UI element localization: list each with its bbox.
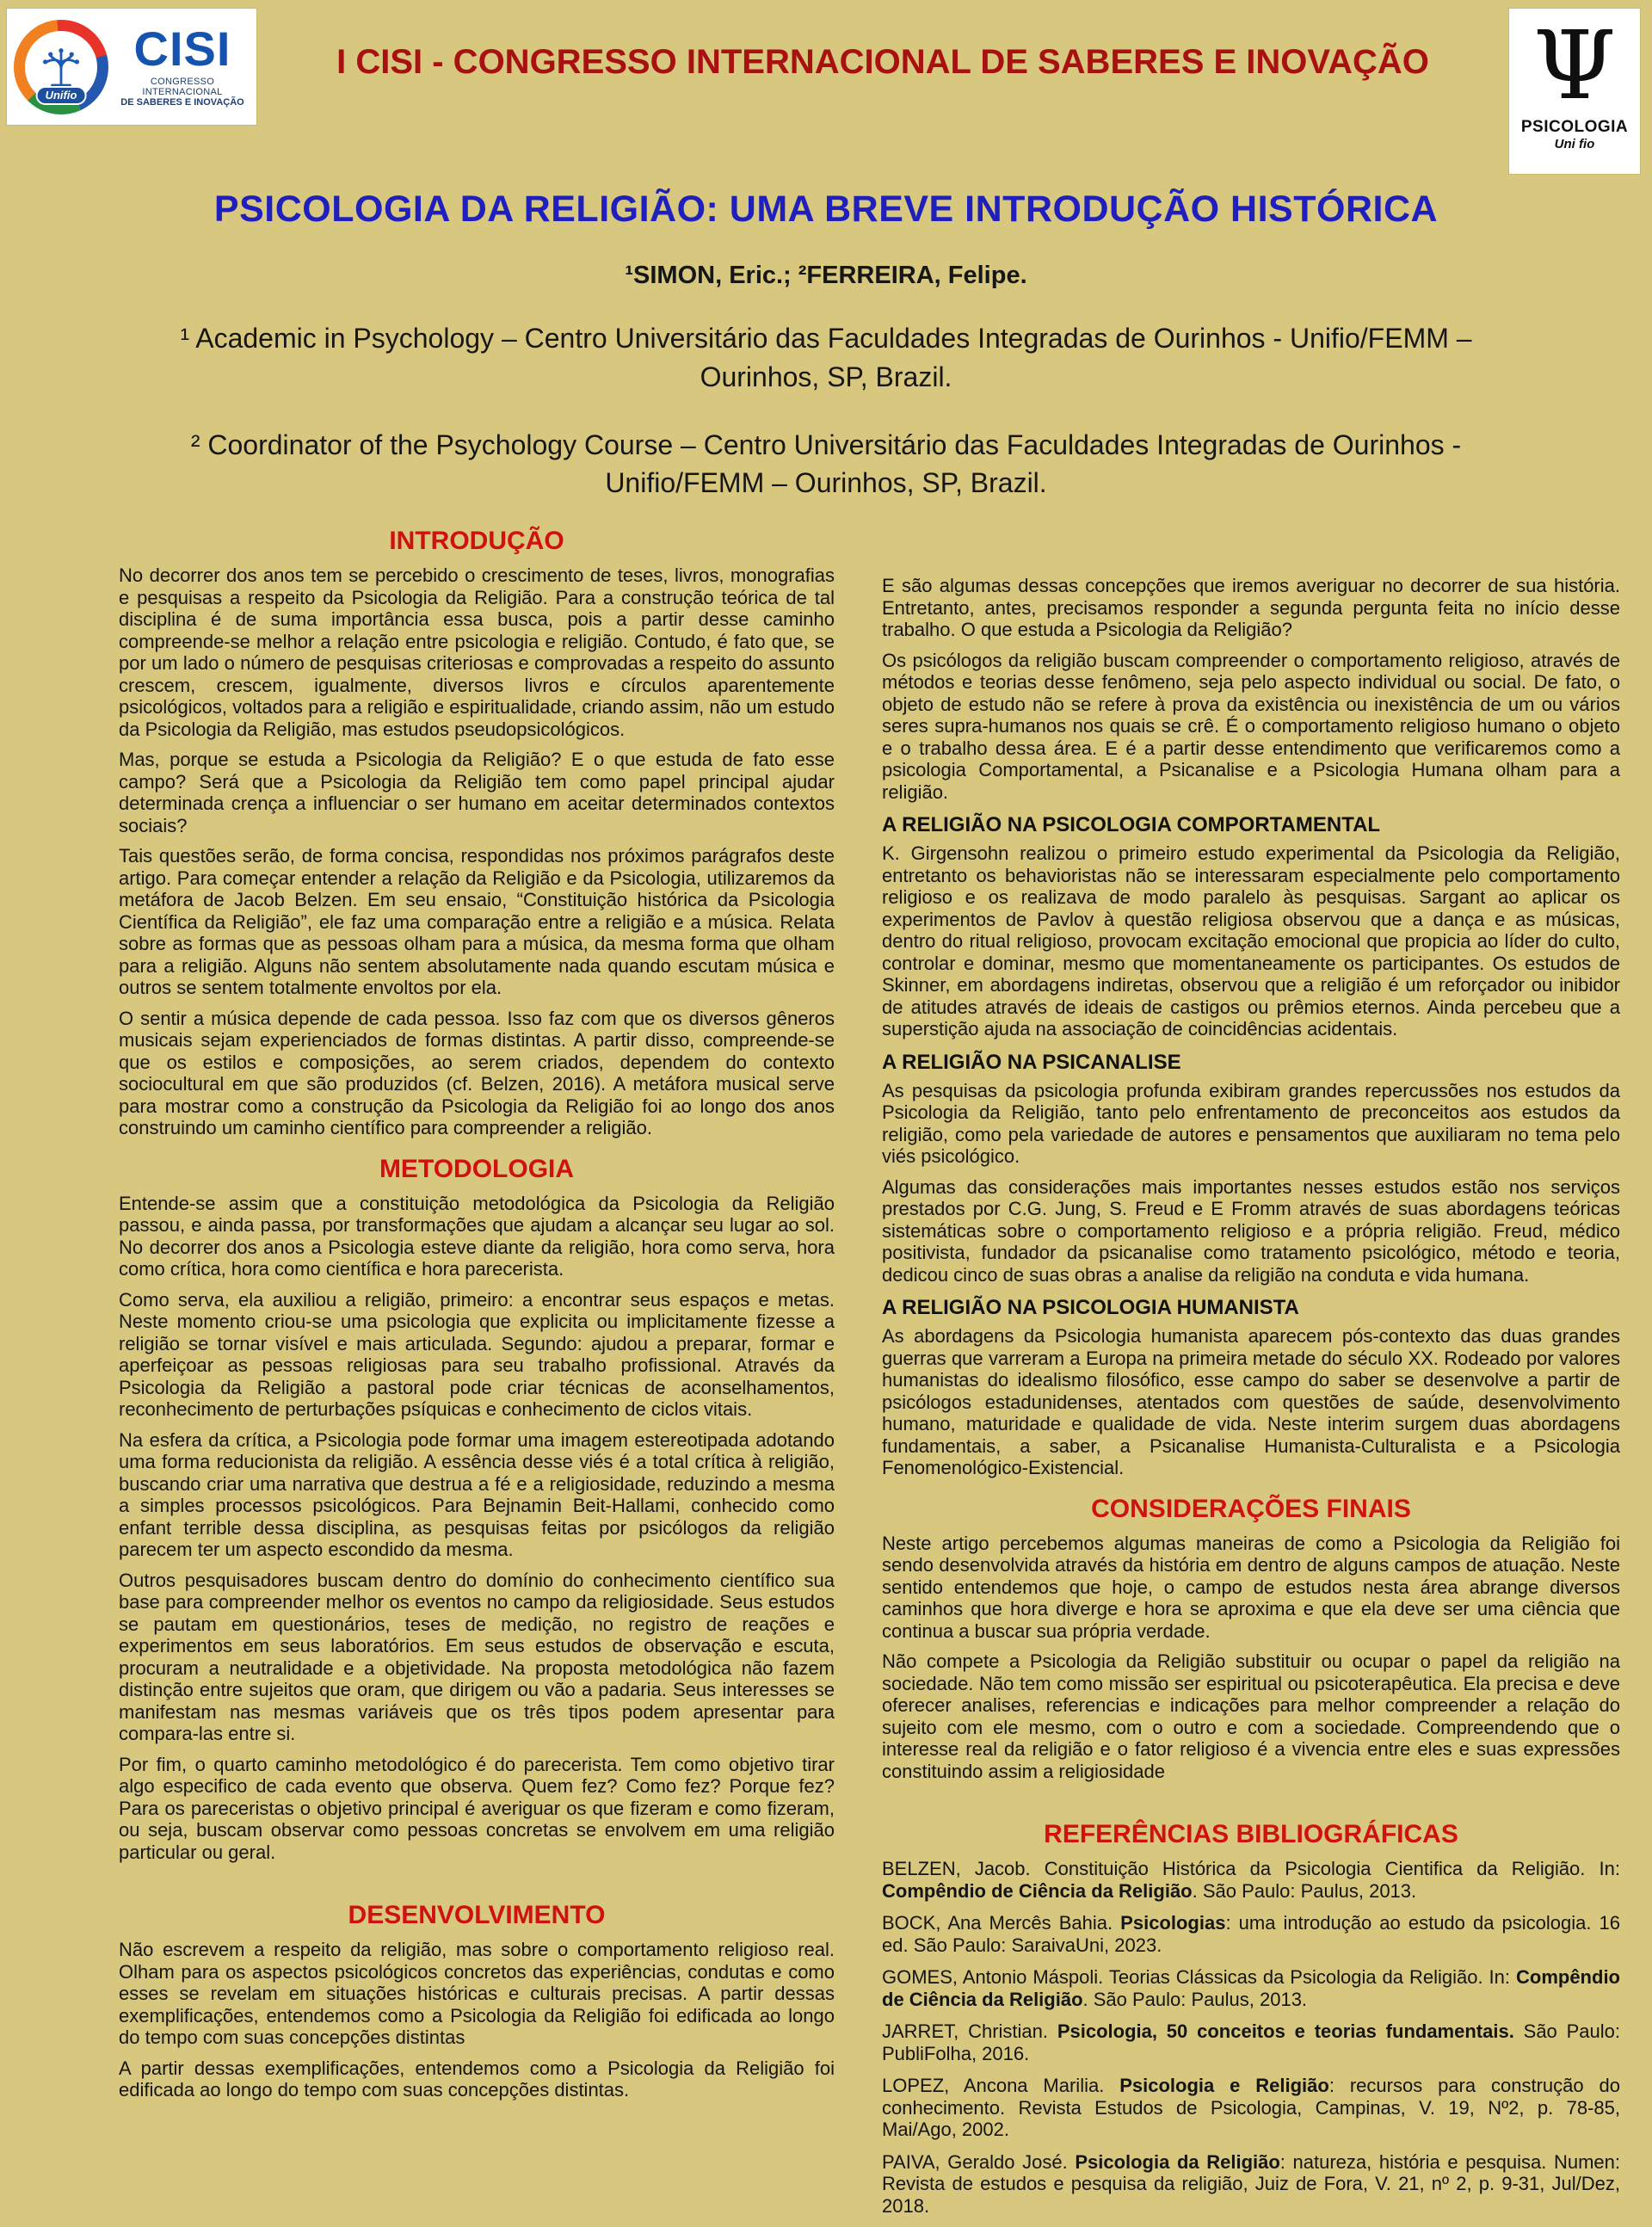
tree-icon [37,43,85,91]
cisi-subtitle-2: DE SABERES E INOVAÇÃO [120,96,244,108]
cisi-acronym: CISI [133,22,231,77]
affiliation-1: ¹ Academic in Psychology – Centro Universitário das Faculdades Integradas de Ourinhos - Unifio/FEMM – Ourinhos, SP, Brazil. [180,323,1472,392]
paragraph: Na esfera da crítica, a Psicologia pode formar uma imagem estereotipada adotando uma forma reducionista da religião. A essência desse viés é a total crítica à religião, buscando criar uma narrativa que destrua a fé e a religiosidade, reduzindo a mesma a simples processos psicológicos. Para Bejnamin Beit-Hallami, conhecido como enfant terrible dessa disciplina, as pesquisas feitas por psicólogos da religião parecem ter um aspecto escondido da mesma. [119,1428,835,1561]
psicologia-label: PSICOLOGIA [1520,118,1629,136]
paragraph: Tais questões serão, de forma concisa, respondidas nos próximos parágrafos deste artigo. Para começar entender a relação da Religião e da Psicologia, utilizaremos da metáfora de Jacob Belzen. Em seu ensaio, “Constituição histórica da Psicologia Científica da Religião”, ele faz uma comparação entre a religião e a música. Relata sobre as formas que as pessoas olham para a música, da mesma forma que olham para a religião. Alguns não sentem absolutamente nada quando escutam música e outros se sentem totalmente envoltos por ela. [119,845,835,999]
paragraph: O sentir a música depende de cada pessoa. Isso faz com que os diversos gêneros musicais sejam experienciados de formas distintas. A partir disso, compreende-se que os estilos e composições, ao serem criados, dependem do contexto sociocultural em que são produzidos (cf. Belzen, 2016). A metáfora musical serve para mostrar como a construção da Psicologia da Religião foi ao longo dos anos construindo um caminho científico para compreender a religião. [119,1007,835,1139]
heading-introducao: INTRODUÇÃO [389,527,564,556]
paragraph: K. Girgensohn realizou o primeiro estudo experimental da Psicologia da Religião, entretanto os behavioristas não se interessaram especialmente pelo comportamento religioso e os realizava de modo paralelo às pesquisas. Sargant ao aplicar os experimentos de Pavlov à questão religiosa observou que a dança e as músicas, dentro do ritual religioso, provocam excitação emocional que propicia ao líder do culto, controlar e dominar, mesmo que momentaneamente os participantes. Os estudos de Skinner, em abordagens indiretas, observou que a religião é um reforçador ou inibidor de atitudes através de ideais de castigos ou prêmios eternos. Ainda percebeu que a superstição ajuda na associação de coincidências acidentais. [882,842,1620,1040]
left-column [119,527,835,2227]
psi-icon: Ψ [1532,10,1617,120]
references-list [882,1858,1620,2217]
poster-header [0,0,1652,176]
paragraph: Não escrevem a respeito da religião, mas sobre o comportamento religioso real. Olham para os aspectos psicológicos concretos das experiências, condutas e como esses se revelam em situações históricas e culturais precisas. A partir dessas exemplificações, entendemos como a Psicologia da Religião foi edificada ao longo do tempo com suas concepções distintas [119,1939,835,2049]
cisi-subtitle-1: CONGRESSO INTERNACIONAL [142,76,223,97]
reference-bold-segment: Compêndio de Ciência da Religião [882,1879,1193,1902]
page-title: PSICOLOGIA DA RELIGIÃO: UMA BREVE INTRODUÇÃO HISTÓRICA [213,188,1439,230]
heading-religiao-psicanalise: A RELIGIÃO NA PSICANALISE [882,1050,1181,1074]
reference-bold-segment: Psicologia, 50 conceitos e teorias fundamentais. [1057,2020,1514,2043]
poster-body [0,527,1652,2227]
reference-item [882,2020,1620,2064]
reference-segment: JARRET, Christian. [882,2020,1057,2043]
heading-referencias: REFERÊNCIAS BIBLIOGRÁFICAS [1044,1820,1458,1849]
paragraph: Os psicólogos da religião buscam compreender o comportamento religioso, através de métodos e teorias desse fenômeno, seja pelo aspecto individual ou social. De fato, o objeto de estudo não se refere à prova da existência ou inexistência de um ou vários seres supra-humanos nos quais se crê. É o comportamento religioso humano o objeto e o trabalho dessa área. E é a partir desse entendimento que verificaremos como a psicologia Comportamental, a Psicanalise e a Psicologia Humana olham para a religião. [882,649,1620,803]
reference-segment: : recursos para construção do conhecimento. Revista Estudos de Psicologia, Campinas, V. 19, Nº2, p. 78-85, Mai/Ago, 2002. [882,2075,1620,2141]
heading-desenvolvimento: DESENVOLVIMENTO [348,1901,606,1930]
paragraph: Como serva, ela auxiliou a religião, primeiro: a encontrar seus espaços e metas. Neste momento criou-se uma psicologia que explicita ou implicitamente fizesse a religião se tornar visível e mais articulada. Segundo: ajudou a preparar, formar e aperfeiçoar as pessoas religiosas para seu trabalho profissional. Através da Psicologia da Religião a pastoral pode criar técnicas de aconselhamentos, reconhecimento de perturbações psíquicas e conhecimento de ciclos vitais. [119,1288,835,1421]
unifio-label: Uni fio [1554,137,1595,151]
cisi-logo [7,9,256,125]
paragraph: Não compete a Psicologia da Religião substituir ou ocupar o papel da religião na sociedade. Não tem como missão ser espiritual ou psicoterapêutica. Ela precisa e deve oferecer analises, referencias e indicações para melhor compreender a relação do sujeito com ele mesmo, com o outro e com a sociedade. Compreendendo que o interesse real da religião e o fator religioso é a vivencia entre eles e suas expressões constituindo assim a religiosidade [882,1650,1620,1782]
reference-segment: GOMES, Antonio Máspoli. Teorias Clássicas da Psicologia da Religião. In: [882,1966,1516,1989]
reference-item [882,1858,1620,1902]
right-column [882,527,1620,2227]
reference-segment: . São Paulo: Paulus, 2013. [1082,1988,1308,2010]
reference-item [882,1912,1620,1956]
paragraph: A partir dessas exemplificações, entendemos como a Psicologia da Religião foi edificada ao longo do tempo com suas concepções distintas. [119,2057,835,2101]
paragraph: Entende-se assim que a constituição metodológica da Psicologia da Religião passou, e ainda passa, por transformações que ajudam a alcançar seu lugar ao sol. No decorrer dos anos a Psicologia esteve diante da religião, hora como serva, hora como crítica, hora como científica e hora parecerista. [119,1192,835,1280]
section-introducao [119,527,835,1139]
reference-bold-segment: Compêndio de Ciência da Religião [882,1966,1620,2010]
reference-segment: PAIVA, Geraldo José. [882,2150,1076,2173]
section-desenvolvimento [119,1901,835,2101]
reference-item [882,2075,1620,2141]
psicologia-logo [1509,9,1640,174]
reference-segment: : natureza, história e pesquisa. Numen: Revista de estudos e pesquisa da religião, Juiz de Fora, V. 21, nº 2, p. 9-31, Jul/Dez, 2018. [882,2150,1621,2217]
section-metodologia [119,1155,835,1864]
reference-segment: BOCK, Ana Mercês Bahia. [882,1912,1121,1934]
paragraph: E são algumas dessas concepções que iremos averiguar no decorrer de sua história. Entretanto, antes, precisamos responder a segunda pergunta feita no início desse trabalho. O que estuda a Psicologia da Religião? [882,575,1620,641]
heading-religiao-comportamental: A RELIGIÃO NA PSICOLOGIA COMPORTAMENTAL [882,813,1381,837]
reference-bold-segment: Psicologia da Religião [1075,2150,1280,2173]
reference-bold-segment: Psicologia e Religião [1119,2075,1329,2097]
unifio-badge: Unifio [36,86,87,105]
reference-item [882,2151,1620,2218]
heading-metodologia: METODOLOGIA [379,1154,575,1183]
paragraph: Por fim, o quarto caminho metodológico é do parecerista. Tem como objetivo tirar algo especifico de cada evento que observa. Quem fez? Como fez? Porque fez? Para os pareceristas o objetivo principal é averiguar os que fizeram e como fizeram, ou seja, buscam observar como pessoas concretas se envolvem em uma religião particular ou geral. [119,1753,835,1863]
paragraph: Mas, porque se estuda a Psicologia da Religião? E o que estuda de fato esse campo? Será que a Psicologia da Religião tem como papel principal ajudar determinada crença a influenciar o ser humano em aceitar determinados contextos sociais? [119,749,835,836]
reference-item [882,1966,1620,2010]
reference-segment: : uma introdução ao estudo da psicologia. 16 ed. São Paulo: SaraivaUni, 2023. [882,1912,1620,1956]
paragraph: As pesquisas da psicologia profunda exibiram grandes repercussões nos estudos da Psicologia da Religião, tanto pelo enfrentamento de preconceitos aos estudos da religião, como pela variedade de autores e pensamentos que auxiliaram no tema pelo viés psicológico. [882,1079,1620,1168]
cisi-logo-ring [14,20,108,114]
reference-segment: LOPEZ, Ancona Marilia. [882,2075,1120,2097]
paragraph: Algumas das considerações mais importantes nesses estudos estão nos serviços prestados por C.G. Jung, S. Freud e E Fromm através de suas abordagens teóricas sistemáticas sobre o comportamento religioso e a própria religião. Freud, médico positivista, fundador da psicanalise como tratamento psicológico, método e teoria, dedicou cinco de suas obras a analise da religião na conduta e vida humana. [882,1175,1620,1286]
paragraph: No decorrer dos anos tem se percebido o crescimento de teses, livros, monografias e pesquisas a respeito da Psicologia da Religião. Para a construção teórica de tal disciplina é de suma importância essa busca, pois a partir desse caminho compreende-se melhor a relação entre psicologia e religião. Contudo, é fato que, se por um lado o número de pesquisas criteriosas e comprovadas a respeito do assunto crescem, crescem, igualmente, diversos livros e círculos aparentemente psicológicos, voltados para a religião e espiritualidade, criando assim, não um estudo da Psicologia da Religião, mas estudos pseudopsicológicos. [119,564,835,740]
affiliation-2: ² Coordinator of the Psychology Course – Centro Universitário das Faculdades Integradas de Ourinhos - Unifio/FEMM – Ourinhos, SP, Brazil. [190,429,1462,499]
reference-segment: . São Paulo: Paulus, 2013. [1192,1879,1417,1902]
heading-consideracoes-finais: CONSIDERAÇÕES FINAIS [1091,1494,1411,1523]
reference-bold-segment: Psicologias [1120,1912,1226,1934]
congress-title: I CISI - CONGRESSO INTERNACIONAL DE SABERES E INOVAÇÃO [336,43,1429,81]
paragraph: Neste artigo percebemos algumas maneiras de como a Psicologia da Religião foi sendo desenvolvida através da história em dentro de alguns campos de atuação. Neste sentido entendemos que hoje, o campo de estudos nesta área abrange diversos caminhos que hora diverge e hora se aproxima e que ela deve ser uma ciência que continua a buscar sua própria verdade. [882,1532,1620,1642]
paragraph: Outros pesquisadores buscam dentro do domínio do conhecimento científico sua base para compreender melhor os eventos no campo da religiosidade. Seus estudos se pautam em questionários, teses de medição, no registro de reações e experimentos em seus laboratórios. Em seus estudos de observação e escuta, procuram a neutralidade e a objetividade. Na proposta metodológica não fazem distinção entre sujeitos que oram, que dirigem ou vão a padaria. Seus interesses se manifestam nas mesmas variáveis que os três tipos podem apresentar para compara-las entre si. [119,1569,835,1745]
heading-religiao-humanista: A RELIGIÃO NA PSICOLOGIA HUMANISTA [882,1296,1299,1320]
authors-line: ¹SIMON, Eric.; ²FERREIRA, Felipe. [625,262,1027,289]
reference-segment: BELZEN, Jacob. Constituição Histórica da Psicologia Cientifica da Religião. In: [882,1858,1620,1880]
reference-segment: São Paulo: PubliFolha, 2016. [882,2020,1620,2064]
paragraph: As abordagens da Psicologia humanista aparecem pós-contexto das duas grandes guerras que varreram a Europa na primeira metade do século XX. Rodeado por valores humanistas do idealismo filosófico, esse campo do saber se desenvolve a partir de psicólogos estadunidenses, atentados com questões de saúde, desenvolvimento humano, maturidade e qualidade de vida. Neste interim surgem duas abordagens fundamentais, a saber, a Psicanalise Humanista-Culturalista e a Psicologia Fenomenológico-Existencial. [882,1325,1620,1479]
